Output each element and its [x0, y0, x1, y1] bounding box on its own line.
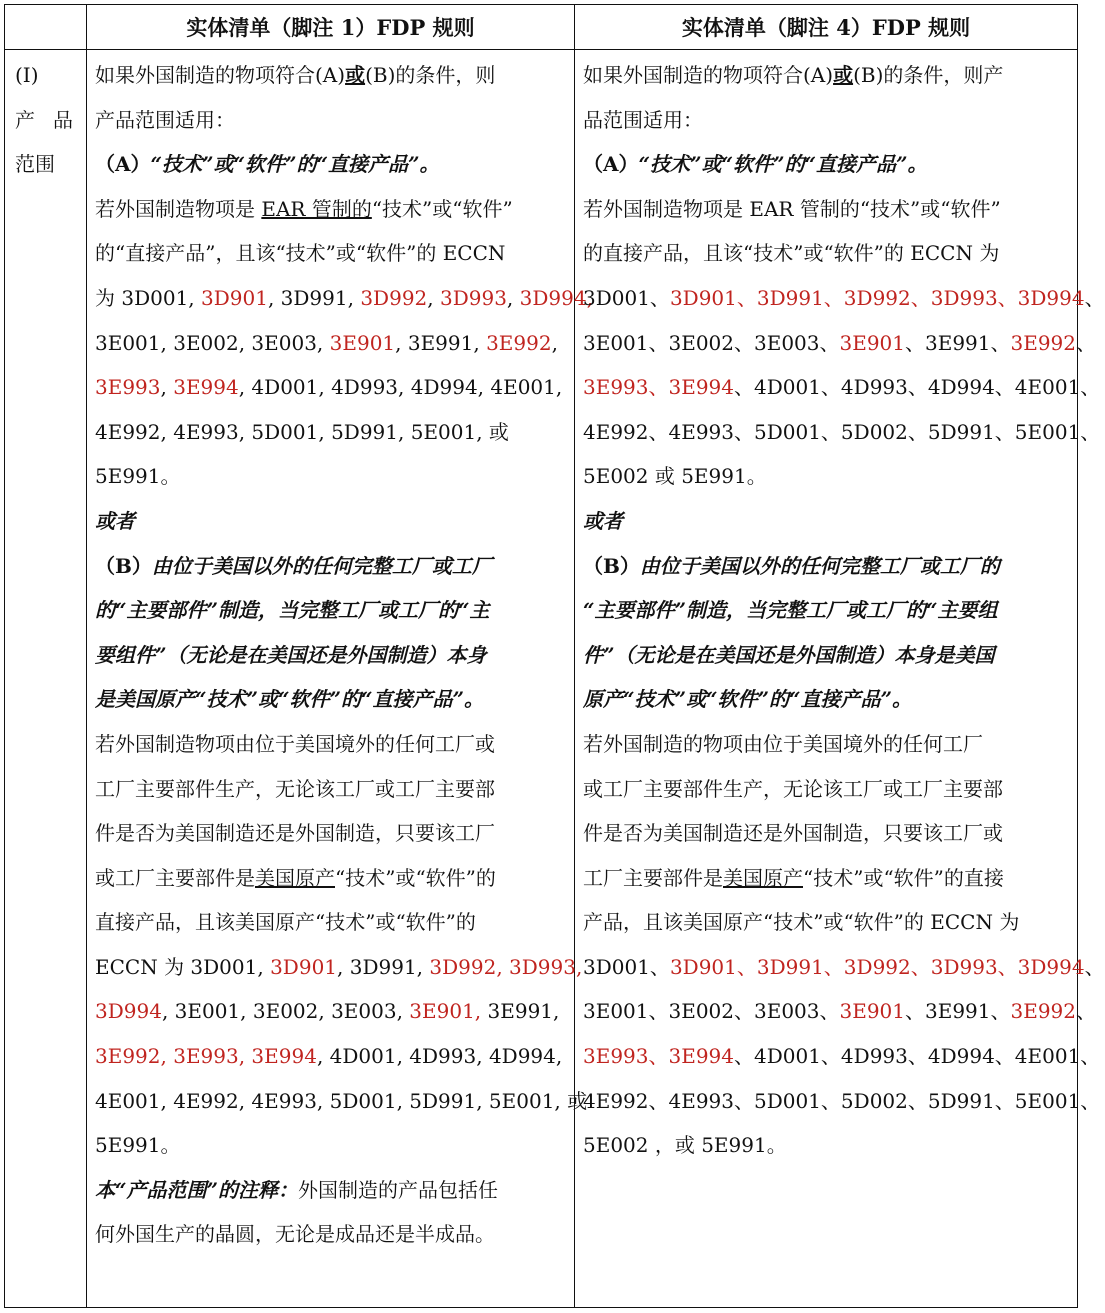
- text-run: “技术”或“软件”的“直接产品”。: [150, 152, 440, 177]
- text-run: 3D901、3D991、3D992、3D993、3D994: [669, 285, 1085, 310]
- text-run: 工厂主要部件生产，无论该工厂或工厂主要部: [95, 776, 495, 801]
- text-run: 3D992: [360, 285, 428, 310]
- text-run: 、: [1076, 999, 1096, 1024]
- footnote1-rule-text: [87, 50, 593, 1257]
- text-run: 是美国原产“技术”或“软件”的“直接产品”。: [95, 687, 485, 712]
- footnote4-line: [583, 53, 1071, 98]
- text-run: “主要部件”制造，当完整工厂或工厂的“主要组: [583, 598, 998, 623]
- text-run: （B）: [95, 553, 152, 578]
- text-run: 美国原产: [723, 865, 803, 890]
- text-run: 4E992, 4E993, 5D001, 5D991, 5E001, 或: [95, 419, 509, 444]
- text-run: 、: [1084, 285, 1105, 310]
- footnote1-line: [95, 410, 568, 455]
- footnote1-line: [95, 276, 593, 321]
- text-run: 或工厂主要部件生产，无论该工厂或工厂主要部: [583, 776, 1003, 801]
- footnote4-line: [583, 1034, 1101, 1079]
- footnote1-line: [95, 187, 568, 232]
- text-run: 外国制造的产品包括任: [298, 1177, 499, 1202]
- text-run: 3D993: [439, 285, 507, 310]
- text-run: (B)的条件，则产: [853, 63, 1004, 87]
- text-run: 如果外国制造的物项符合(A): [95, 63, 346, 87]
- text-run: 3D994,: [519, 285, 593, 310]
- text-run: 直接产品，且该美国原产“技术”或“软件”的: [95, 910, 476, 935]
- fdp-rules-table: [4, 4, 1105, 1308]
- text-run: 3E901,: [409, 999, 482, 1024]
- text-run: 或者: [95, 508, 135, 533]
- text-run: 3E001, 3E002, 3E003,: [95, 330, 330, 355]
- text-run: , 3E991,: [395, 330, 487, 355]
- text-run: 本“产品范围”的注释：: [95, 1177, 299, 1202]
- footnote4-line: [583, 321, 1096, 366]
- text-run: (B)的条件，则: [365, 63, 496, 87]
- footnote1-line: [95, 1168, 568, 1213]
- text-run: 4E001, 4E992, 4E993, 5D001, 5D991, 5E001, 或: [95, 1088, 588, 1113]
- text-run: 若外国制造物项是 EAR 管制的“技术”或“软件”: [583, 196, 1001, 221]
- text-run: 3E993、3E994: [583, 1044, 734, 1069]
- text-run: 3E993: [95, 375, 161, 400]
- text-run: ,: [160, 375, 174, 400]
- footnote4-line: [583, 989, 1096, 1034]
- footnote1-line: [95, 321, 568, 366]
- footnote4-rule-cell: [575, 50, 1105, 1308]
- footnote4-line: [583, 1079, 1101, 1124]
- text-run: 4E992、4E993、5D001、5D002、5D991、5E001、: [583, 1088, 1101, 1113]
- footnote1-line: [95, 454, 568, 499]
- text-run: 5E991。: [95, 464, 181, 489]
- footnote1-line: [95, 499, 568, 544]
- text-run: “技术”或“软件”: [371, 196, 513, 221]
- text-run: 5E991。: [95, 1133, 181, 1158]
- text-run: 4E992、4E993、5D001、5D002、5D991、5E001、: [583, 419, 1101, 444]
- text-run: 如果外国制造的物项符合(A): [583, 63, 834, 87]
- text-run: 3E992: [1010, 999, 1076, 1024]
- header-corner-cell: [5, 5, 87, 50]
- text-run: , 4D001, 4D993, 4D994,: [316, 1044, 563, 1069]
- text-run: 3D994: [95, 999, 162, 1024]
- footnote4-line: [583, 722, 1071, 767]
- footnote4-line: [583, 276, 1105, 321]
- footnote1-line: [95, 856, 568, 901]
- text-run: 若外国制造的物项由位于美国境外的任何工厂: [583, 731, 983, 756]
- header-footnote1-rule: 实体清单（脚注 1）FDP 规则: [87, 5, 575, 50]
- footnote4-line: [583, 677, 1071, 722]
- text-run: （A）: [583, 152, 639, 177]
- text-run: “技术”或“软件”的: [335, 865, 496, 890]
- text-run: 的直接产品，且该“技术”或“软件”的 ECCN 为: [583, 241, 1000, 266]
- text-run: 3D901: [201, 285, 268, 310]
- row-label-cell: [5, 50, 87, 1308]
- text-run: 3E993、3E994: [583, 375, 734, 400]
- row-label-product: [13, 98, 73, 143]
- text-run: 3E994: [173, 375, 239, 400]
- text-run: 要组件”（无论是在美国还是外国制造）本身: [95, 642, 487, 667]
- text-run: 美国原产: [255, 865, 335, 890]
- footnote1-line: [95, 365, 568, 410]
- footnote1-line: [95, 1079, 588, 1124]
- text-run: 件”（无论是在美国还是外国制造）本身是美国: [583, 642, 995, 667]
- text-run: 或: [833, 63, 854, 87]
- text-run: 工厂主要部件是: [583, 865, 723, 890]
- text-run: 若外国制造物项是: [95, 196, 262, 221]
- text-run: 品范围适用：: [583, 107, 703, 132]
- footnote4-line: [583, 98, 1071, 143]
- text-run: 由位于美国以外的任何完整工厂或工厂: [151, 553, 492, 578]
- footnote4-line: [583, 588, 1071, 633]
- footnote4-line: [583, 410, 1101, 455]
- text-run: 3E991,: [481, 999, 560, 1024]
- product-scope-row: [5, 50, 1078, 1308]
- text-run: 、4D001、4D993、4D994、4E001、: [734, 375, 1101, 400]
- footnote4-line: [583, 365, 1101, 410]
- text-run: 的“主要部件”制造，当完整工厂或工厂的“主: [95, 598, 490, 623]
- footnote1-line: [95, 811, 568, 856]
- footnote4-line: [583, 187, 1071, 232]
- text-run: 、4D001、4D993、4D994、4E001、: [734, 1044, 1101, 1069]
- text-run: 由位于美国以外的任何完整工厂或工厂的: [639, 553, 1000, 578]
- header-footnote4-rule: 实体清单（脚注 4）FDP 规则: [575, 5, 1078, 50]
- text-run: 3E901: [839, 999, 905, 1024]
- footnote4-line: [583, 633, 1071, 678]
- text-run: 或者: [583, 508, 623, 533]
- footnote1-line: [95, 53, 568, 98]
- text-run: 或: [345, 63, 366, 87]
- text-run: , 3D991,: [267, 285, 361, 310]
- footnote1-line: [95, 677, 568, 722]
- text-run: , 4D001, 4D993, 4D994, 4E001,: [238, 375, 563, 400]
- text-run: 为 3D001,: [95, 285, 202, 310]
- footnote1-line: [95, 633, 568, 678]
- text-run: （B）: [583, 553, 640, 578]
- text-run: “技术”或“软件”的直接: [803, 865, 1004, 890]
- footnote4-line: [583, 499, 1071, 544]
- text-run: 或工厂主要部件是: [95, 865, 255, 890]
- text-run: 3E001、3E002、3E003、: [583, 999, 840, 1024]
- footnote1-line: [95, 1034, 568, 1079]
- text-run: “技术”或“软件”的“直接产品”。: [638, 152, 928, 177]
- footnote1-line: [95, 989, 568, 1034]
- text-run: 的“直接产品”，且该“技术”或“软件”的 ECCN: [95, 241, 506, 266]
- text-run: 产品，且该美国原产“技术”或“软件”的 ECCN 为: [583, 910, 1020, 935]
- text-run: 何外国生产的晶圆，无论是成品还是半成品。: [95, 1222, 495, 1247]
- text-run: 3D001、: [583, 285, 670, 310]
- text-run: , 3D991,: [337, 954, 430, 979]
- text-run: 3E901: [329, 330, 396, 355]
- table-header-row: [5, 5, 1078, 50]
- text-run: EAR 管制的: [261, 196, 372, 221]
- footnote1-line: [95, 1123, 568, 1168]
- text-run: 3E901: [839, 330, 905, 355]
- text-run: , 3E001, 3E002, 3E003,: [161, 999, 410, 1024]
- text-run: 若外国制造物项由位于美国境外的任何工厂或: [95, 731, 495, 756]
- text-run: 产品范围适用：: [95, 107, 235, 132]
- row-label-scope: 范围: [15, 152, 55, 177]
- footnote1-line: [95, 142, 568, 187]
- text-run: ,: [506, 285, 520, 310]
- footnote1-rule-cell: [87, 50, 593, 1308]
- text-run: 、: [1084, 954, 1105, 979]
- footnote1-line: [95, 722, 568, 767]
- footnote4-line: [583, 856, 1071, 901]
- text-run: 件是否为美国制造还是外国制造，只要该工厂或: [583, 821, 1003, 846]
- text-run: 件是否为美国制造还是外国制造，只要该工厂: [95, 821, 495, 846]
- footnote4-line: [583, 231, 1071, 276]
- row-label-char-2: 品: [53, 107, 73, 132]
- text-run: ECCN 为 3D001,: [95, 954, 271, 979]
- text-run: 3E992, 3E993, 3E994: [95, 1044, 317, 1069]
- text-run: 3E992: [1010, 330, 1076, 355]
- text-run: ,: [427, 285, 440, 310]
- footnote4-line: [583, 767, 1071, 812]
- text-run: 3D901: [270, 954, 338, 979]
- text-run: ,: [551, 330, 558, 355]
- footnote1-line: [95, 945, 583, 990]
- text-run: 3D992, 3D993,: [429, 954, 583, 979]
- text-run: （A）: [95, 152, 151, 177]
- text-run: 5E002 ，或 5E991。: [583, 1133, 787, 1158]
- text-run: 原产“技术”或“软件”的“直接产品”。: [583, 687, 913, 712]
- text-run: 3E992: [486, 330, 552, 355]
- text-run: 、3E991、: [905, 999, 1011, 1024]
- text-run: 3D001、: [583, 954, 670, 979]
- footnote4-line: [583, 900, 1071, 945]
- text-run: 、: [1076, 330, 1096, 355]
- footnote4-line: [583, 1123, 1071, 1168]
- footnote1-line: [95, 767, 568, 812]
- footnote1-line: [95, 544, 568, 589]
- footnote1-line: [95, 588, 568, 633]
- text-run: 5E002 或 5E991。: [583, 464, 767, 489]
- row-label-char-1: 产: [15, 107, 35, 132]
- footnote4-line: [583, 811, 1071, 856]
- text-run: 3D901、3D991、3D992、3D993、3D994: [669, 954, 1085, 979]
- footnote4-line: [583, 945, 1105, 990]
- footnote4-rule-text: [575, 50, 1105, 1168]
- row-label-number: (I): [15, 63, 39, 87]
- footnote1-line: [95, 231, 568, 276]
- footnote4-line: [583, 544, 1071, 589]
- footnote1-line: [95, 1212, 568, 1257]
- text-run: 、3E991、: [905, 330, 1011, 355]
- footnote4-line: [583, 454, 1071, 499]
- text-run: 3E001、3E002、3E003、: [583, 330, 840, 355]
- footnote1-line: [95, 98, 568, 143]
- footnote1-line: [95, 900, 568, 945]
- footnote4-line: [583, 142, 1071, 187]
